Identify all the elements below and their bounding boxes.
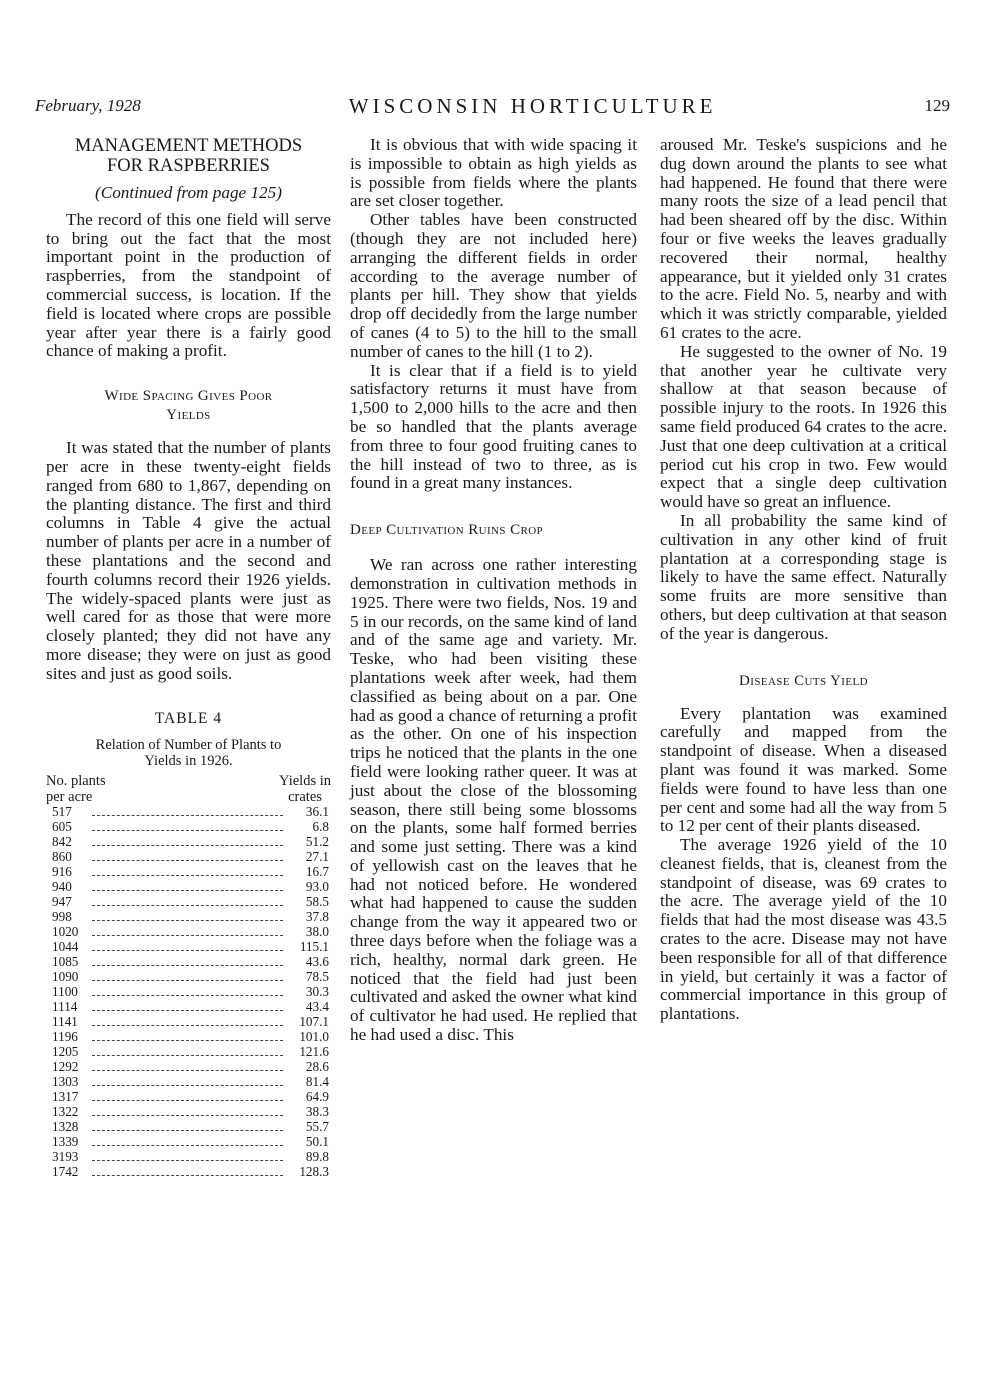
table-row (46, 1015, 331, 1030)
table-row (46, 850, 331, 865)
plants-per-acre-cell: 1044 (52, 939, 79, 955)
dot-leader (92, 1070, 283, 1071)
table-header (46, 774, 331, 805)
dot-leader (92, 845, 283, 846)
dot-leader (92, 1160, 283, 1161)
table-row (46, 940, 331, 955)
plants-per-acre-cell: 916 (52, 864, 72, 880)
article-title-line: FOR RASPBERRIES (107, 156, 270, 176)
plants-per-acre-cell: 1303 (52, 1074, 79, 1090)
plants-per-acre-cell: 3193 (52, 1149, 79, 1165)
table-caption-line: Relation of Number of Plants to (95, 737, 282, 754)
yield-cell: 51.2 (305, 834, 329, 850)
plants-per-acre-cell: 1114 (52, 999, 78, 1015)
dot-leader (92, 875, 283, 876)
plants-per-acre-cell: 1085 (52, 954, 79, 970)
yield-cell: 128.3 (299, 1164, 329, 1180)
plants-per-acre-cell: 940 (52, 879, 72, 895)
dot-leader (92, 1100, 283, 1101)
dot-leader (92, 890, 283, 891)
table-row (46, 1090, 331, 1105)
paragraph: We ran across one rather interesting demonstration in cultivation methods in 1925. There were two fields, Nos. 19 and 5 in our records, on the same kind of land and of the same age and variety. Mr. Teske, who had been visiting these plantations week after week, had them classified as being about on a par. One had as good a chance of returning a profit as the other. On one of his inspection trips he noticed that the plants in the one field were looking rather queer. It was at just about the close of the blossoming season, there still being some blossoms on the plants, some half formed berries and some just setting. There was a kind of yellowish cast on the leaves that he had not noticed before. He wondered what had happened to cause the sudden change from the way it appeared two or three days before when the foliage was a rich, healthy, normal dark green. He noticed that the field had just been cultivated and asked the owner what kind of cultivator he had used. He replied that he had used a disc. This (350, 555, 637, 1045)
table-header-text: No. plants (46, 773, 106, 790)
table-row (46, 1030, 331, 1045)
plants-per-acre-cell: 947 (52, 894, 72, 910)
plants-per-acre-cell: 517 (52, 804, 72, 820)
table-row (46, 910, 331, 925)
table-row (46, 805, 331, 820)
section-heading-line: Wide Spacing Gives Poor (104, 388, 273, 405)
column-middle (350, 136, 637, 1045)
dot-leader (92, 995, 283, 996)
plants-per-acre-cell: 998 (52, 909, 72, 925)
dot-leader (92, 1055, 283, 1056)
table-row (46, 925, 331, 940)
dot-leader (92, 1175, 283, 1176)
yield-cell: 81.4 (305, 1074, 329, 1090)
paragraph: The record of this one field will serve to bring out the fact that the most important point in the production of raspberries, from the standpoint of commercial success, is location. If the field is located where crops are possible year after year there is a fairly good chance of making a profit. (46, 209, 331, 361)
table-row (46, 1165, 331, 1180)
plants-per-acre-cell: 1317 (52, 1089, 79, 1105)
plants-per-acre-cell: 1100 (52, 984, 78, 1000)
table-row (46, 1045, 331, 1060)
yield-cell: 115.1 (299, 939, 329, 955)
paragraph: In all probability the same kind of cultivation in any other kind of fruit plantation at a corresponding stage is likely to have the same effect. Naturally some fruits are more sensitive than others, but deep cultivation at that season of the year is dangerous. (660, 510, 947, 643)
yield-cell: 38.3 (305, 1104, 329, 1120)
plants-per-acre-cell: 1141 (52, 1014, 78, 1030)
table-row (46, 1075, 331, 1090)
table-row (46, 865, 331, 880)
section-heading: Deep Cultivation Ruins Crop (350, 522, 544, 539)
table-header-text: crates (288, 788, 322, 805)
table-row (46, 880, 331, 895)
plants-per-acre-cell: 860 (52, 849, 72, 865)
page-number: 129 (924, 96, 950, 115)
yield-cell: 37.8 (305, 909, 329, 925)
plants-per-acre-cell: 1339 (52, 1134, 79, 1150)
yield-cell: 107.1 (299, 1014, 329, 1030)
table-row (46, 835, 331, 850)
dot-leader (92, 950, 283, 951)
dot-leader (92, 920, 283, 921)
paragraph: aroused Mr. Teske's suspicions and he dug down around the plants to see what had happened. He found that there were many roots the size of a lead pencil that had been sheared off by the disc. Within four or five weeks the leaves gradually recovered their normal, healthy appearance, but it yielded only 31 crates to the acre. Field No. 5, nearby and with which it was strictly comparable, yielded 61 crates to the acre. (660, 135, 947, 342)
yield-cell: 101.0 (299, 1029, 329, 1045)
plants-per-acre-cell: 1328 (52, 1119, 79, 1135)
paragraph: It is clear that if a field is to yield satisfactory returns it must have from 1,500 to 2,000 hills to the acre and then be so handled that the plants average from three to four good fruiting canes to the hill instead of two to three, as is found in a great many instances. (350, 360, 637, 493)
dot-leader (92, 830, 283, 831)
table-row (46, 970, 331, 985)
yield-cell: 93.0 (305, 879, 329, 895)
dot-leader (92, 1145, 283, 1146)
table-row (46, 1135, 331, 1150)
dot-leader (92, 1085, 283, 1086)
paragraph: Every plantation was examined carefully and mapped from the standpoint of disease. When a diseased plant was found it was marked. Some fields were found to have less than one per cent and some had all the way from 5 to 12 per cent of their plants diseased. (660, 703, 947, 836)
yield-cell: 58.5 (305, 894, 329, 910)
paragraph: It was stated that the number of plants per acre in these twenty-eight fields ranged from 680 to 1,867, depending on the planting distance. The first and third columns in Table 4 give the actual number of plants per acre in a number of these plantations and the second and fourth columns record their 1926 yields. The widely-spaced plants were just as well cared for as those that were more closely planted; they did not have any more disease; they were on just as good sites and just as good soils. (46, 438, 331, 683)
continued-note: (Continued from page 125) (95, 183, 282, 202)
yield-cell: 43.4 (305, 999, 329, 1015)
section-heading: Disease Cuts Yield (739, 672, 868, 689)
paragraph: It is obvious that with wide spacing it is impossible to obtain as high yields as is possible from fields where the plants are set closer together. (350, 135, 637, 211)
table-header-text: Yields in (279, 773, 331, 790)
plants-per-acre-cell: 1742 (52, 1164, 79, 1180)
issue-date: February, 1928 (35, 96, 141, 115)
yield-cell: 6.8 (312, 819, 329, 835)
section-heading-line: Yields (166, 407, 211, 424)
journal-title: WISCONSIN HORTICULTURE (348, 93, 717, 118)
table-row (46, 1105, 331, 1120)
dot-leader (92, 1040, 283, 1041)
paragraph: He suggested to the owner of No. 19 that another year he cultivate very shallow at that season because of possible injury to the roots. In 1926 this same field produced 64 crates to the acre. Just that one deep cultivation at a critical period cut his crop in two. Few would expect that a single deep cultivation would have so great an influence. (660, 341, 947, 512)
article-title-line: MANAGEMENT METHODS (74, 136, 303, 156)
table-body (46, 805, 331, 1180)
table-header-plants (46, 774, 106, 805)
plants-per-acre-cell: 1196 (52, 1029, 78, 1045)
yield-cell: 64.9 (305, 1089, 329, 1105)
dot-leader (92, 1010, 283, 1011)
article-title (46, 136, 331, 176)
yield-cell: 28.6 (305, 1059, 329, 1075)
plants-per-acre-cell: 1292 (52, 1059, 79, 1075)
dot-leader (92, 1025, 283, 1026)
paragraph: Other tables have been constructed (though they are not included here) arranging the different fields in order according to the average number of plants per hill. They show that yields drop off decidedly from the large number of canes (4 to 5) to the hill to the small number of canes to the hill (1 to 2). (350, 210, 637, 361)
dot-leader (92, 935, 283, 936)
dot-leader (92, 815, 283, 816)
table-row (46, 955, 331, 970)
plants-per-acre-cell: 1020 (52, 924, 79, 940)
dot-leader (92, 1115, 283, 1116)
table-header-text: per acre (46, 788, 93, 805)
column-left (46, 136, 331, 1180)
page-header (35, 92, 950, 120)
table-row (46, 1150, 331, 1165)
yield-cell: 38.0 (305, 924, 329, 940)
yield-cell: 27.1 (305, 849, 329, 865)
plants-per-acre-cell: 1205 (52, 1044, 79, 1060)
yield-cell: 43.6 (305, 954, 329, 970)
dot-leader (92, 1130, 283, 1131)
plants-per-acre-cell: 842 (52, 834, 72, 850)
plants-per-acre-cell: 1322 (52, 1104, 79, 1120)
table-header-yields (279, 774, 331, 805)
table-row (46, 820, 331, 835)
dot-leader (92, 905, 283, 906)
plants-per-acre-cell: 605 (52, 819, 72, 835)
yield-cell: 16.7 (305, 864, 329, 880)
yield-cell: 36.1 (305, 804, 329, 820)
column-right (660, 136, 947, 1024)
table-title: TABLE 4 (154, 709, 223, 727)
dot-leader (92, 980, 283, 981)
yield-cell: 55.7 (305, 1119, 329, 1135)
yield-cell: 30.3 (305, 984, 329, 1000)
table-row (46, 1000, 331, 1015)
yield-cell: 50.1 (305, 1134, 329, 1150)
dot-leader (92, 965, 283, 966)
yield-cell: 89.8 (305, 1149, 329, 1165)
section-heading (46, 387, 331, 425)
table-row (46, 1120, 331, 1135)
yield-cell: 121.6 (299, 1044, 329, 1060)
table-row (46, 985, 331, 1000)
table-caption (46, 738, 331, 769)
paragraph: The average 1926 yield of the 10 cleanest fields, that is, cleanest from the standpoint of disease, was 69 crates to the acre. The average yield of the 10 fields that had the most disease was 43.5 crates to the acre. Disease may not have been responsible for all of that difference in yield, but certainly it was a factor of commercial importance in this group of plantations. (660, 835, 947, 1024)
table-row (46, 1060, 331, 1075)
table-row (46, 895, 331, 910)
yield-cell: 78.5 (305, 969, 329, 985)
dot-leader (92, 860, 283, 861)
table-caption-line: Yields in 1926. (144, 752, 233, 769)
plants-per-acre-cell: 1090 (52, 969, 79, 985)
